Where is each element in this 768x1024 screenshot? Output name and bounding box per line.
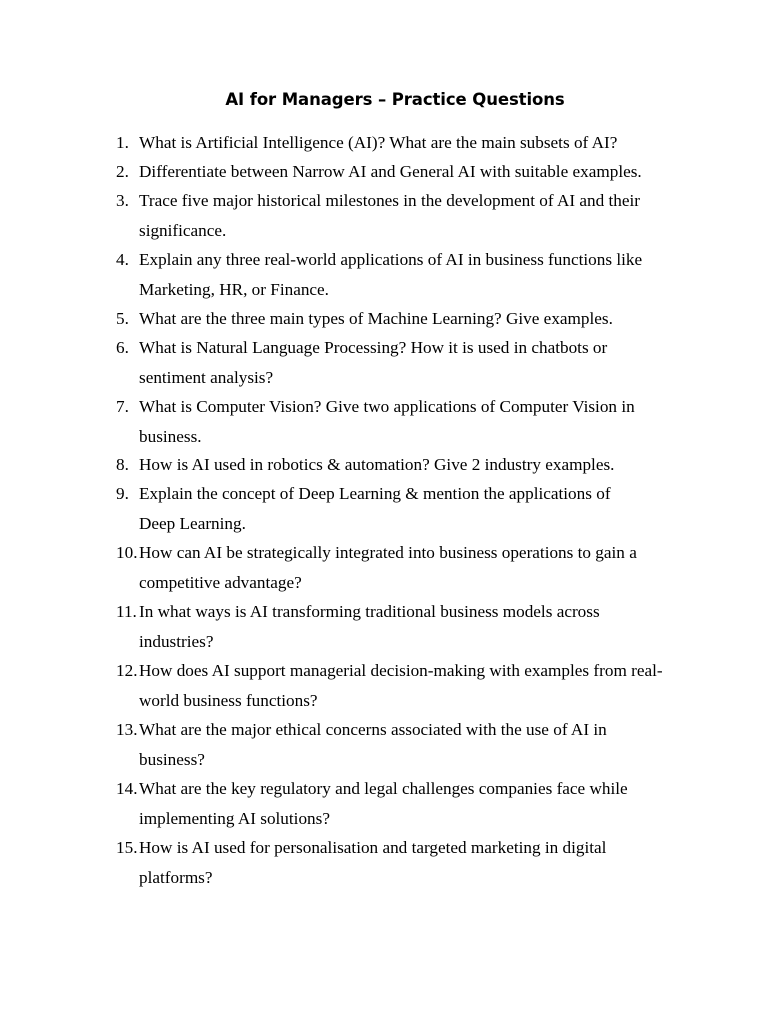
question-text: How does AI support managerial decision-making with examples from real-world business functions? — [139, 661, 663, 710]
question-text: Trace five major historical milestones in the development of AI and their significance. — [139, 191, 641, 240]
question-text: How is AI used for personalisation and targeted marketing in digital platforms? — [139, 838, 607, 887]
question-number: 8. — [116, 455, 129, 474]
question-number: 12. — [116, 661, 138, 680]
question-text: What is Natural Language Processing? How it is used in chatbots or sentiment analysis? — [139, 338, 608, 387]
question-text: Explain any three real-world applications of AI in business functions like Marketing, HR, or Finance. — [139, 250, 643, 299]
question-number: 6. — [116, 338, 129, 357]
question-text: What are the key regulatory and legal challenges companies face while implementing AI solutions? — [139, 779, 628, 828]
question-number: 7. — [116, 397, 129, 416]
question-number: 11. — [116, 602, 137, 621]
question-text: What is Artificial Intelligence (AI)? What are the main subsets of AI? — [139, 133, 618, 152]
question-number: 10. — [116, 543, 138, 562]
question-number: 1. — [116, 133, 129, 152]
document-title: AI for Managers – Practice Questions — [225, 90, 565, 109]
question-number: 5. — [116, 309, 129, 328]
question-text: What is Computer Vision? Give two applications of Computer Vision in business. — [139, 397, 635, 446]
question-text: How can AI be strategically integrated into business operations to gain a competitive advantage? — [139, 543, 637, 592]
question-number: 9. — [116, 484, 129, 503]
question-number: 4. — [116, 250, 129, 269]
question-text: What are the three main types of Machine Learning? Give examples. — [139, 309, 613, 328]
question-text: In what ways is AI transforming traditional business models across industries? — [139, 602, 600, 651]
question-number: 13. — [116, 720, 138, 739]
question-text: Explain the concept of Deep Learning & mention the applications of Deep Learning. — [139, 484, 611, 533]
question-number: 2. — [116, 162, 129, 181]
question-number: 14. — [116, 779, 138, 798]
question-text: What are the major ethical concerns associated with the use of AI in business? — [139, 720, 607, 769]
question-text: How is AI used in robotics & automation? Give 2 industry examples. — [139, 455, 615, 474]
question-number: 15. — [116, 838, 138, 857]
question-text: Differentiate between Narrow AI and General AI with suitable examples. — [139, 162, 642, 181]
question-number: 3. — [116, 191, 129, 210]
